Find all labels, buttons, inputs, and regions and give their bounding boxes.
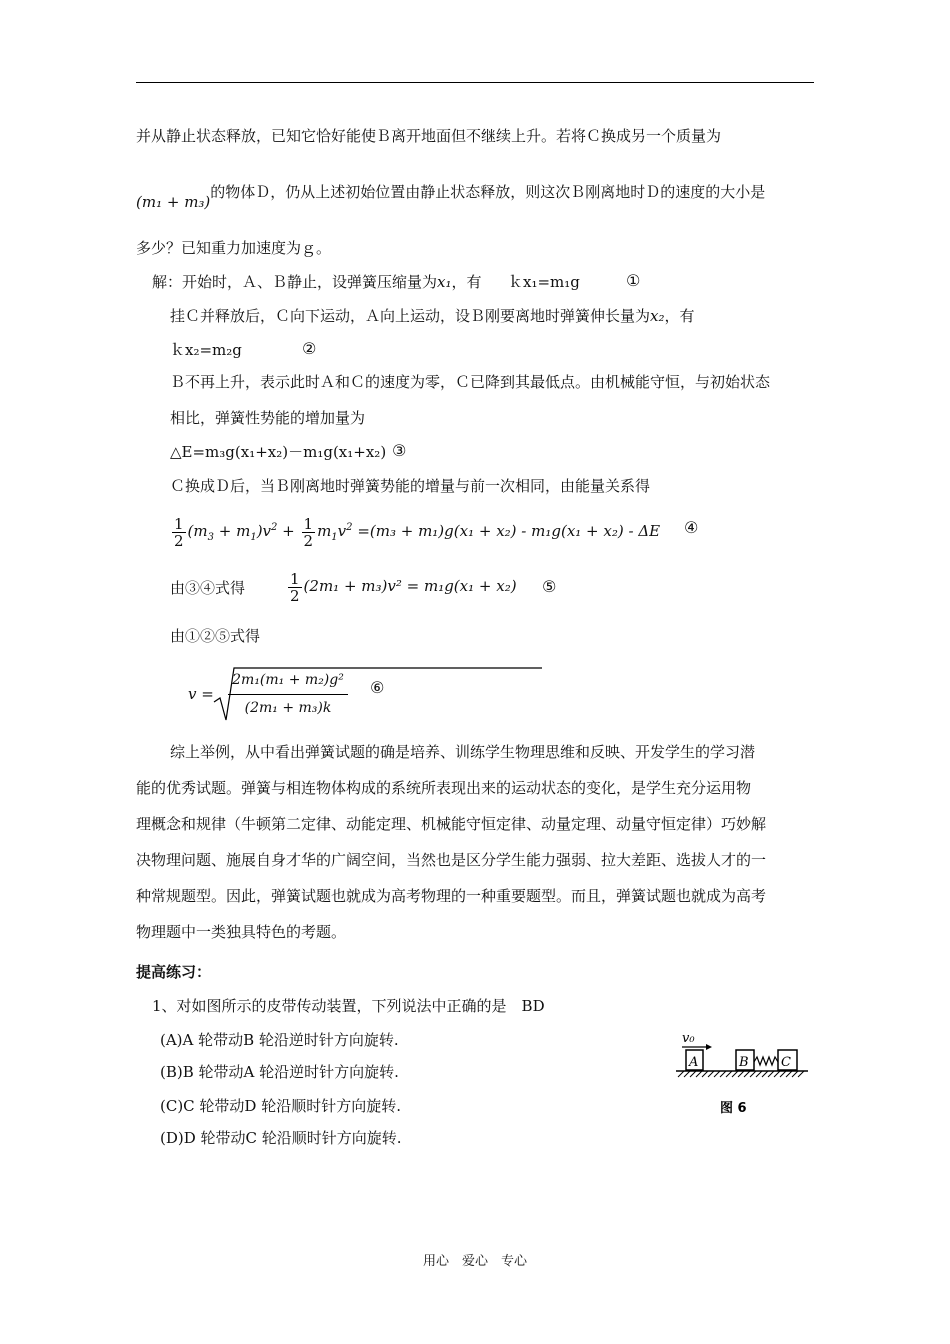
text-span: ，有 xyxy=(664,307,695,325)
var-x1: x₁ xyxy=(437,273,452,291)
paragraph-line: 综上举例，从中看出弹簧试题的确是培养、训练学生物理思维和反映、开发学生的学习潜 xyxy=(170,743,756,761)
paragraph-line: 决物理问题、施展自身才华的广阔空间，当然也是区分学生能力强弱、拉大差距、选拔人才的一 xyxy=(136,851,767,869)
equation-number: ⑥ xyxy=(370,678,385,697)
solution-line xyxy=(152,272,482,292)
text-line: 并从静止状态释放，已知它恰好能使Ｂ离开地面但不继续上升。若将Ｃ换成另一个质量为 xyxy=(136,127,722,145)
block-c-label: C xyxy=(781,1055,791,1070)
equation-5 xyxy=(286,568,517,604)
question-text: 1、对如图所示的皮带传动装置，下列说法中正确的是 BD xyxy=(152,997,545,1015)
spring xyxy=(754,1057,778,1065)
paragraph-line: 物理题中一类独具特色的考题。 xyxy=(136,923,347,941)
equation-number: ② xyxy=(302,339,317,358)
option-b: (B)B 轮带动A 轮沿逆时针方向旋转. xyxy=(160,1063,399,1081)
option-c: (C)C 轮带动D 轮沿顺时针方向旋转. xyxy=(160,1097,401,1115)
paragraph-line: 理概念和规律（牛顿第二定律、动能定理、机械能守恒定律、动量定理、动量守恒定律）巧妙解 xyxy=(136,815,767,833)
figure-6 xyxy=(664,1030,814,1124)
header-rule xyxy=(136,82,814,83)
blocks-diagram xyxy=(664,1030,814,1120)
equation-body: (2m₁ + m₃)v² = m₁g(x₁ + x₂) xyxy=(303,577,517,595)
mass-expression: (m₁ + m₃) xyxy=(136,193,211,211)
equation-2: ｋx₂=m₂g xyxy=(170,341,242,359)
text-span: 挂Ｃ并释放后，Ｃ向下运动，Ａ向上运动，设Ｂ刚要离地时弹簧伸长量为 xyxy=(170,307,651,325)
equation-4: $\frac{1}{2}$ $(m_3 + m_1)v^2$ + $\frac{1}{2}$ $m_1v^2 =(m_3 + m_1)g(x_1 + x_2) - m_1g(x_1 + x_2) - \Delta E$ xyxy=(174,514,661,550)
equation-number: ⑤ xyxy=(542,577,557,596)
fraction-half: $\frac{1}{2}$ xyxy=(290,569,300,605)
solution-line: Ｂ不再上升，表示此时Ａ和Ｃ的速度为零，Ｃ已降到其最低点。由机械能守恒，与初始状态 xyxy=(170,373,771,391)
text-span: 的物体Ｄ，仍从上述初始位置由静止状态释放，则这次Ｂ刚离地时Ｄ的速度的大小是 xyxy=(210,183,766,201)
text-span: ，有 xyxy=(451,273,482,291)
equation-label: 由①②⑤式得 xyxy=(170,627,261,645)
paragraph-line: 种常规题型。因此，弹簧试题也就成为高考物理的一种重要题型。而且，弹簧试题也就成为高考 xyxy=(136,887,767,905)
solution-line xyxy=(170,306,695,326)
text-span: 解：开始时，Ａ、Ｂ静止，设弹簧压缩量为 xyxy=(152,273,438,291)
fraction-bar xyxy=(228,694,348,695)
option-d: (D)D 轮带动C 轮沿顺时针方向旋转. xyxy=(160,1129,402,1147)
equation-number: ① xyxy=(626,271,641,290)
equation-label: 由③④式得 xyxy=(170,579,246,597)
velocity-label: v₀ xyxy=(682,1031,695,1046)
option-a: (A)A 轮带动B 轮沿逆时针方向旋转. xyxy=(160,1031,399,1049)
text-line xyxy=(136,182,766,211)
solution-line: 相比，弹簧性势能的增加量为 xyxy=(170,409,366,427)
fraction-half: $\frac{1}{2}$ xyxy=(303,514,314,550)
page-footer: 用心 爱心 专心 xyxy=(422,1254,527,1269)
equation-number: ④ xyxy=(684,518,699,537)
solution-line: Ｃ换成Ｄ后，当Ｂ刚离地时弹簧势能的增量与前一次相同，由能量关系得 xyxy=(170,477,651,495)
equation-number: ③ xyxy=(392,441,407,460)
block-b-label: B xyxy=(739,1055,749,1070)
equation-3: △E=m₃g(x₁+x₂)－m₁g(x₁+x₂) xyxy=(170,443,387,461)
fraction-half: $\frac{1}{2}$ xyxy=(174,514,184,550)
section-heading: 提高练习： xyxy=(136,963,212,981)
var-x2: x₂ xyxy=(650,307,665,325)
numerator: 2m₁(m₁ + m₂)g² xyxy=(232,672,344,688)
paragraph-line: 能的优秀试题。弹簧与相连物体构成的系统所表现出来的运动状态的变化，是学生充分运用物 xyxy=(136,779,752,797)
block-a-label: A xyxy=(689,1055,699,1070)
figure-caption: 图 6 xyxy=(720,1101,747,1116)
text-line: 多少？已知重力加速度为ｇ。 xyxy=(136,239,332,257)
denominator: (2m₁ + m₃)k xyxy=(244,700,332,716)
equation-1: ｋx₁=m₁g xyxy=(508,273,580,291)
equation-rhs: =(m₃ + m₁)g(x₁ + x₂) - m₁g(x₁ + x₂) - ΔE xyxy=(357,522,661,540)
